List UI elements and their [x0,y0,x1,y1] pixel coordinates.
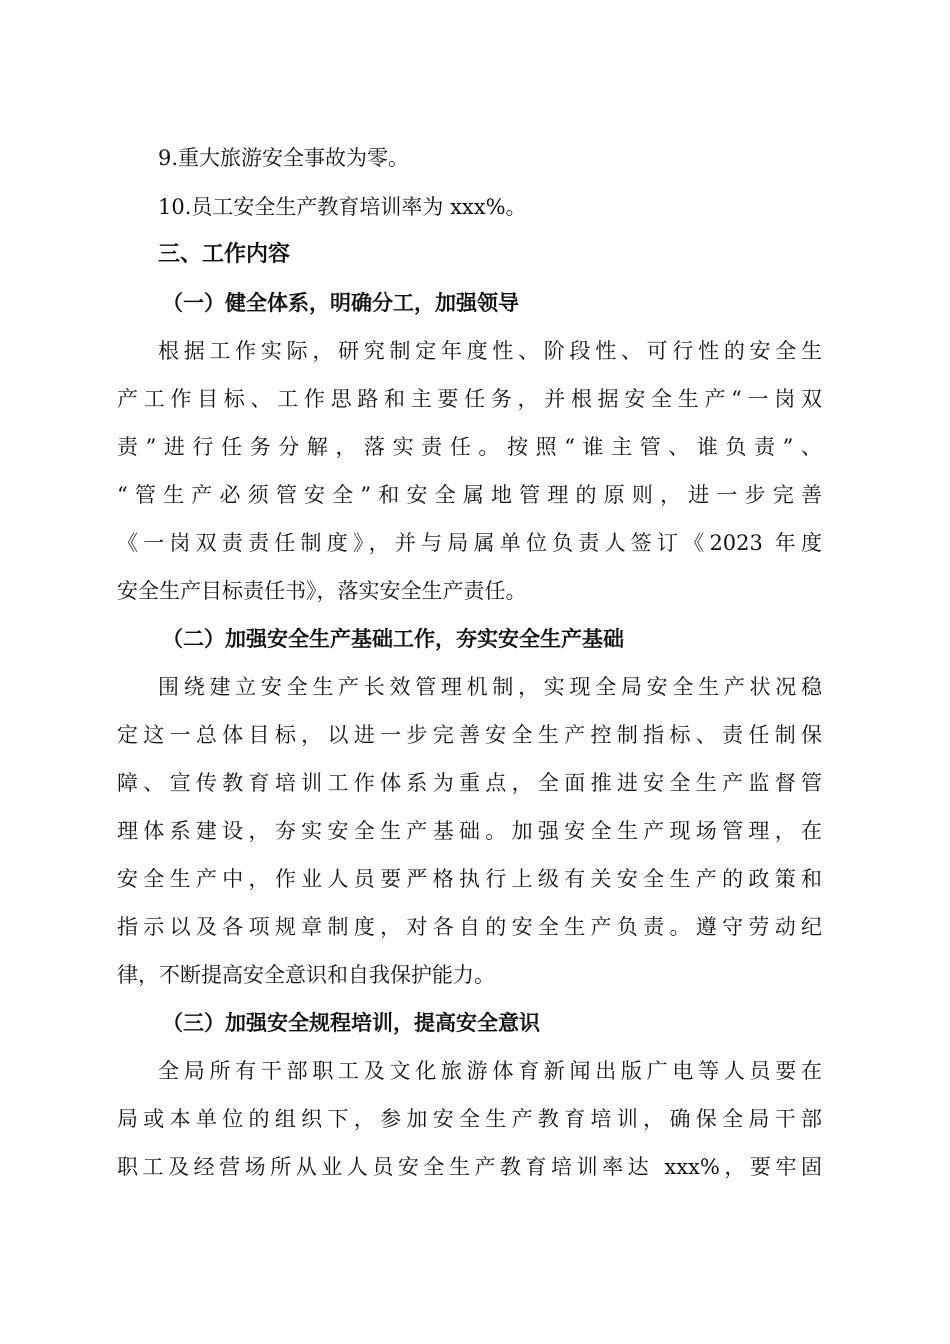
paragraph-line: 《一岗双责责任制度》，并与局属单位负责人签订《2023 年度 [117,531,822,555]
paragraph-line: 理体系建设，夯实安全生产基础。加强安全生产现场管理，在 [117,819,822,843]
subheading-1: （一）健全体系，明确分工，加强领导 [162,290,519,315]
paragraph-line: 围绕建立安全生产长效管理机制，实现全局安全生产状况稳 [158,675,822,699]
paragraph-line: 产工作目标、工作思路和主要任务，并根据安全生产“一岗双 [117,387,822,411]
paragraph-line: 律，不断提高安全意识和自我保护能力。 [117,963,495,987]
subheading-2: （二）加强安全生产基础工作，夯实安全生产基础 [162,626,624,651]
paragraph-line: 定这一总体目标，以进一步完善安全生产控制指标、责任制保 [117,723,822,747]
paragraph-line: 局或本单位的组织下，参加安全生产教育培训，确保全局干部 [117,1107,822,1131]
goal-item-9: 9.重大旅游安全事故为零。 [158,146,410,170]
paragraph-line: 安全生产中，作业人员要严格执行上级有关安全生产的政策和 [117,867,822,891]
goal-item-10: 10.员工安全生产教育培训率为 xxx%。 [158,195,527,219]
paragraph-line: 指示以及各项规章制度，对各自的安全生产负责。遵守劳动纪 [117,915,822,939]
paragraph-line: 职工及经营场所从业人员安全生产教育培训率达 xxx%，要牢固 [117,1155,822,1179]
subheading-3: （三）加强安全规程培训，提高安全意识 [162,1010,540,1035]
paragraph-line: 安全生产目标责任书》，落实安全生产责任。 [117,579,527,603]
paragraph-line: 障、宣传教育培训工作体系为重点，全面推进安全生产监督管 [117,771,822,795]
paragraph-line: “管生产必须管安全”和安全属地管理的原则，进一步完善 [117,483,822,507]
paragraph-line: 责”进行任务分解，落实责任。按照“谁主管、谁负责”、 [117,435,822,459]
section-heading-work-content: 三、工作内容 [158,242,291,267]
paragraph-line: 根据工作实际，研究制定年度性、阶段性、可行性的安全生 [158,339,822,363]
paragraph-line: 全局所有干部职工及文化旅游体育新闻出版广电等人员要在 [158,1059,822,1083]
